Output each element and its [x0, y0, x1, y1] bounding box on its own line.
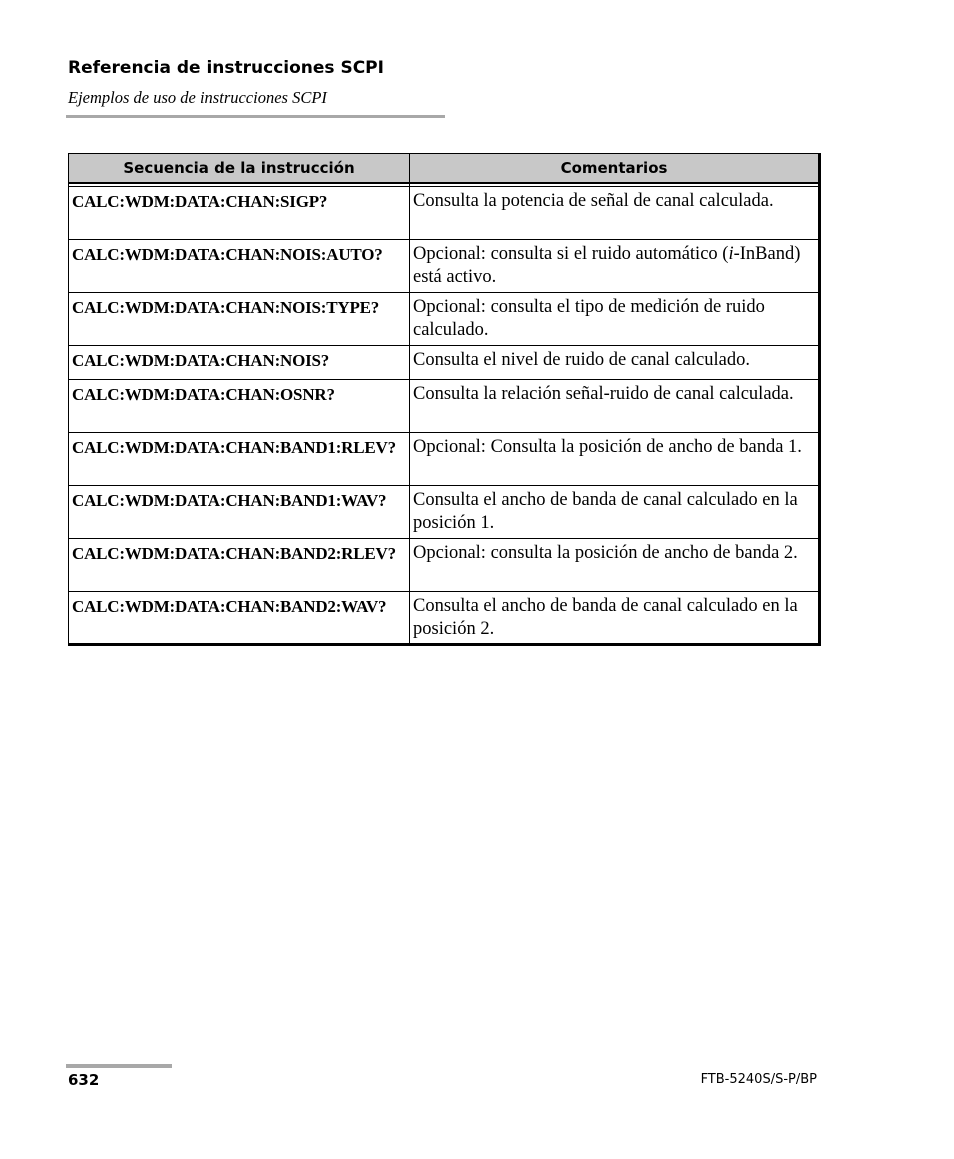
- command-cell: CALC:WDM:DATA:CHAN:BAND2:RLEV?: [69, 538, 410, 591]
- comment-text: -InBand) está activo.: [413, 243, 801, 287]
- command-cell: CALC:WDM:DATA:CHAN:NOIS:TYPE?: [69, 292, 410, 345]
- comment-cell: Consulta la relación señal-ruido de canal calculada.: [410, 379, 820, 432]
- table-row: [69, 379, 820, 432]
- table-row: [69, 432, 820, 485]
- command-cell: CALC:WDM:DATA:CHAN:BAND1:RLEV?: [69, 432, 410, 485]
- comment-cell: Consulta el nivel de ruido de canal calculado.: [410, 345, 820, 379]
- scpi-command-table: [68, 153, 821, 646]
- comment-italic-text: i: [728, 243, 734, 264]
- footer-rule: [66, 1064, 172, 1068]
- column-header-command: Secuencia de la instrucción: [69, 154, 410, 184]
- comment-cell: Consulta el ancho de banda de canal calculado en la posición 2.: [410, 591, 820, 644]
- command-cell: CALC:WDM:DATA:CHAN:BAND1:WAV?: [69, 485, 410, 538]
- table-row: [69, 292, 820, 345]
- column-header-comments: Comentarios: [410, 154, 820, 184]
- command-cell: CALC:WDM:DATA:CHAN:NOIS:AUTO?: [69, 239, 410, 292]
- comment-cell: Opcional: consulta la posición de ancho de banda 2.: [410, 538, 820, 591]
- table-row: [69, 538, 820, 591]
- table-row: [69, 186, 820, 239]
- command-cell: CALC:WDM:DATA:CHAN:SIGP?: [69, 186, 410, 239]
- product-name: FTB-5240S/S-P/BP: [700, 1072, 817, 1087]
- command-cell: CALC:WDM:DATA:CHAN:NOIS?: [69, 345, 410, 379]
- table-row: [69, 239, 820, 292]
- header-rule: [66, 115, 445, 118]
- comment-cell: Consulta la potencia de señal de canal calculada.: [410, 186, 820, 239]
- comment-cell: Opcional: consulta el tipo de medición de ruido calculado.: [410, 292, 820, 345]
- table-row: [69, 345, 820, 379]
- running-header-subtitle: Ejemplos de uso de instrucciones SCPI: [68, 88, 327, 107]
- comment-text: Opcional: consulta si el ruido automático (: [413, 243, 729, 264]
- table-row: [69, 591, 820, 644]
- page-number: 632: [68, 1071, 100, 1089]
- command-cell: CALC:WDM:DATA:CHAN:OSNR?: [69, 379, 410, 432]
- comment-cell: Opcional: Consulta la posición de ancho de banda 1.: [410, 432, 820, 485]
- command-cell: CALC:WDM:DATA:CHAN:BAND2:WAV?: [69, 591, 410, 644]
- table-row: [69, 485, 820, 538]
- comment-cell: Consulta el ancho de banda de canal calculado en la posición 1.: [410, 485, 820, 538]
- comment-cell: [410, 239, 820, 292]
- running-header-title: Referencia de instrucciones SCPI: [68, 58, 384, 78]
- table-header-row: [69, 154, 820, 184]
